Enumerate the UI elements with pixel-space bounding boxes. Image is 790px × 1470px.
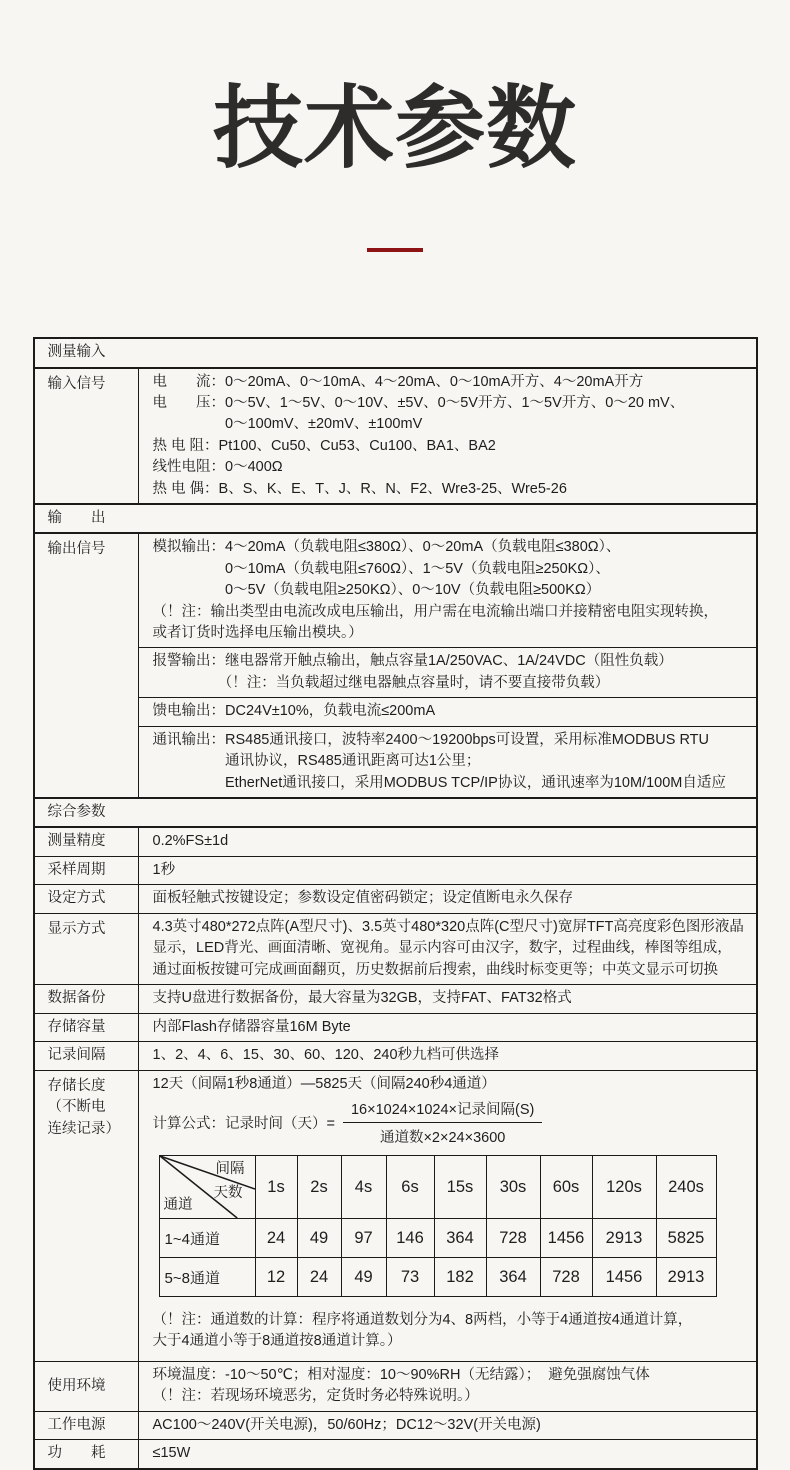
label-line: （不断电 bbox=[47, 1099, 106, 1116]
grid-cell: 728 bbox=[486, 1219, 540, 1258]
page-title: 技术参数 bbox=[213, 79, 577, 179]
grid-cell: 728 bbox=[540, 1258, 592, 1297]
grid-cell: 1456 bbox=[592, 1258, 656, 1297]
corner-label-days: 天数 bbox=[213, 1185, 243, 1202]
spec-row-storage-length bbox=[35, 1070, 756, 1361]
spec-row-power bbox=[35, 1411, 756, 1440]
spec-line: 通讯输出：RS485通讯接口，波特率2400～19200bps可设置，采用标准MODBUS RTU bbox=[152, 731, 709, 748]
spec-table bbox=[33, 337, 758, 1470]
spec-line: AC100～240V(开关电源)，50/60Hz；DC12～32V(开关电源) bbox=[152, 1416, 541, 1433]
fraction-numerator: 16×1024×1024×记录间隔(S) bbox=[343, 1098, 542, 1123]
row-label-backup: 数据备份 bbox=[35, 985, 139, 1013]
alarm-output-block bbox=[139, 648, 756, 698]
spec-line: 热 电 偶：B、S、K、E、T、J、R、N、F2、Wre3-25、Wre5-26 bbox=[152, 480, 567, 497]
storage-length-content bbox=[139, 1071, 756, 1361]
grid-cell: 2913 bbox=[592, 1219, 656, 1258]
analog-output-block bbox=[139, 534, 756, 648]
spec-row-interval bbox=[35, 1041, 756, 1070]
spec-line: 线性电阻：0～400Ω bbox=[152, 459, 283, 476]
grid-col-header: 240s bbox=[656, 1156, 716, 1219]
grid-row-label: 5~8通道 bbox=[159, 1258, 255, 1297]
spec-line: 0.2%FS±1d bbox=[152, 833, 229, 850]
consumption-value bbox=[139, 1440, 756, 1467]
feed-output-block bbox=[139, 698, 756, 726]
fraction-denominator: 通道数×2×24×3600 bbox=[379, 1130, 506, 1147]
spec-row-output-signal bbox=[35, 534, 756, 796]
grid-cell: 73 bbox=[386, 1258, 434, 1297]
spec-row-general-header bbox=[35, 797, 756, 829]
spec-line: 大于4通道小等于8通道按8通道计算。） bbox=[152, 1333, 402, 1350]
spec-line: 电 压：0～5V、1～5V、0～10V、±5V、0～5V开方、1～5V开方、0～20 mV、 bbox=[152, 394, 685, 411]
row-label-sampling: 采样周期 bbox=[35, 857, 139, 885]
spec-line: 支持U盘进行数据备份，最大容量为32GB，支持FAT、FAT32格式 bbox=[152, 990, 572, 1007]
row-label-display: 显示方式 bbox=[35, 914, 139, 984]
power-value bbox=[139, 1412, 756, 1439]
spec-line: 0～10mA（负载电阻≤760Ω）、1～5V（负载电阻≥250KΩ）、 bbox=[152, 560, 610, 577]
spec-line: 通过面板按键可完成画面翻页，历史数据前后搜索，曲线时标变更等；中英文显示可切换 bbox=[152, 961, 718, 978]
row-label-output-signal: 输出信号 bbox=[35, 534, 139, 796]
grid-col-header: 4s bbox=[341, 1156, 386, 1219]
input-signal-content bbox=[139, 369, 756, 503]
storage-note bbox=[153, 1310, 748, 1353]
spec-line: （！注：若现场环境恶劣，定货时务必特殊说明。） bbox=[152, 1388, 479, 1405]
grid-col-header: 6s bbox=[386, 1156, 434, 1219]
corner-label-channel: 通道 bbox=[163, 1196, 193, 1213]
grid-row-label: 1~4通道 bbox=[159, 1219, 255, 1258]
spec-line: 通讯协议，RS485通讯距离可达1公里； bbox=[152, 753, 481, 770]
grid-cell: 49 bbox=[297, 1219, 341, 1258]
environment-content bbox=[139, 1362, 756, 1411]
spec-line: 0～5V（负载电阻≥250KΩ）、0～10V（负载电阻≥500KΩ） bbox=[152, 582, 601, 599]
formula-prefix: 计算公式：记录时间（天）= bbox=[152, 1116, 335, 1133]
corner-label-interval: 间隔 bbox=[215, 1161, 245, 1178]
grid-corner-cell bbox=[159, 1156, 255, 1219]
label-line: 连续记录） bbox=[47, 1120, 120, 1137]
spec-row-output-header bbox=[35, 503, 756, 535]
grid-cell: 182 bbox=[434, 1258, 486, 1297]
comm-output-block bbox=[139, 727, 756, 797]
spec-line: （！注：当负载超过继电器触点容量时，请不要直接带负载） bbox=[152, 674, 610, 691]
spec-line: 或者订货时选择电压输出模块。） bbox=[152, 625, 363, 642]
grid-data-row bbox=[159, 1219, 716, 1258]
formula-fraction bbox=[343, 1098, 542, 1147]
grid-cell: 97 bbox=[341, 1219, 386, 1258]
row-label-input-signal: 输入信号 bbox=[35, 369, 139, 503]
setting-value bbox=[139, 885, 756, 912]
spec-line: （！注：输出类型由电流改成电压输出，用户需在电流输出端口并接精密电阻实现转换， bbox=[152, 603, 718, 620]
grid-col-header: 30s bbox=[486, 1156, 540, 1219]
display-content bbox=[139, 914, 756, 984]
spec-row-capacity bbox=[35, 1013, 756, 1042]
row-label-environment: 使用环境 bbox=[35, 1362, 139, 1411]
backup-value bbox=[139, 985, 756, 1012]
row-label-power: 工作电源 bbox=[35, 1412, 139, 1440]
grid-cell: 364 bbox=[434, 1219, 486, 1258]
storage-grid-table bbox=[159, 1155, 717, 1297]
spec-line: 面板轻触式按键设定；参数设定值密码锁定；设定值断电永久保存 bbox=[152, 890, 573, 907]
spec-line: 内部Flash存储器容量16M Byte bbox=[152, 1018, 351, 1035]
storage-range-line: 12天（间隔1秒8通道）—5825天（间隔240秒4通道） bbox=[152, 1075, 496, 1092]
accuracy-value bbox=[139, 828, 756, 855]
grid-col-header: 15s bbox=[434, 1156, 486, 1219]
grid-col-header: 120s bbox=[592, 1156, 656, 1219]
spec-line: 1秒 bbox=[152, 861, 176, 878]
grid-cell: 24 bbox=[297, 1258, 341, 1297]
spec-row-sampling bbox=[35, 856, 756, 885]
grid-col-header: 2s bbox=[297, 1156, 341, 1219]
grid-data-row bbox=[159, 1258, 716, 1297]
grid-cell: 12 bbox=[255, 1258, 297, 1297]
spec-row-backup bbox=[35, 984, 756, 1013]
section-header-output: 输 出 bbox=[47, 509, 106, 526]
spec-row-measure-input-header bbox=[35, 339, 756, 369]
label-line: 存储长度 bbox=[47, 1077, 106, 1094]
grid-cell: 146 bbox=[386, 1219, 434, 1258]
spec-line: 馈电输出：DC24V±10%，负载电流≤200mA bbox=[152, 703, 436, 720]
spec-line: 环境温度：-10～50℃；相对湿度：10～90%RH（无结露）； 避免强腐蚀气体 bbox=[152, 1366, 650, 1383]
spec-line: 1、2、4、6、15、30、60、120、240秒九档可供选择 bbox=[152, 1047, 500, 1064]
row-label-consumption: 功 耗 bbox=[35, 1440, 139, 1468]
spec-line: ≤15W bbox=[152, 1445, 191, 1462]
row-label-capacity: 存储容量 bbox=[35, 1014, 139, 1042]
section-header-general: 综合参数 bbox=[47, 803, 106, 820]
spec-line: （！注：通道数的计算：程序将通道数划分为4、8两档，小等于4通道按4通道计算， bbox=[152, 1312, 693, 1329]
spec-line: 电 流：0～20mA、0～10mA、4～20mA、0～10mA开方、4～20mA开方 bbox=[152, 373, 644, 390]
capacity-value bbox=[139, 1014, 756, 1041]
section-header-measure-input: 测量输入 bbox=[47, 344, 106, 360]
grid-cell: 2913 bbox=[656, 1258, 716, 1297]
spec-line: 显示，LED背光、画面清晰、宽视角。显示内容可由汉字，数字，过程曲线，棒图等组成， bbox=[152, 940, 732, 957]
output-signal-content bbox=[139, 534, 756, 796]
grid-cell: 24 bbox=[255, 1219, 297, 1258]
spec-line: 模拟输出：4～20mA（负载电阻≤380Ω）、0～20mA（负载电阻≤380Ω）、 bbox=[152, 539, 621, 556]
spec-line: 4.3英寸480*272点阵(A型尺寸)、3.5英寸480*320点阵(C型尺寸)宽屏TFT高亮度彩色图形液晶 bbox=[152, 918, 744, 935]
grid-header-row bbox=[159, 1156, 716, 1219]
spec-row-accuracy bbox=[35, 828, 756, 856]
sampling-value bbox=[139, 857, 756, 884]
spec-row-environment bbox=[35, 1361, 756, 1411]
row-label-interval: 记录间隔 bbox=[35, 1042, 139, 1070]
spec-row-setting bbox=[35, 884, 756, 913]
spec-row-display bbox=[35, 913, 756, 984]
storage-formula bbox=[153, 1098, 748, 1147]
grid-cell: 5825 bbox=[656, 1219, 716, 1258]
spec-line: 报警输出：继电器常开触点输出，触点容量1A/250VAC、1A/24VDC（阻性负载） bbox=[152, 653, 673, 670]
grid-col-header: 1s bbox=[255, 1156, 297, 1219]
spec-row-consumption bbox=[35, 1439, 756, 1468]
spec-line: EtherNet通讯接口，采用MODBUS TCP/IP协议，通讯速率为10M/100M自适应 bbox=[152, 774, 726, 791]
row-label-accuracy: 测量精度 bbox=[35, 828, 139, 856]
spec-line: 热 电 阻：Pt100、Cu50、Cu53、Cu100、BA1、BA2 bbox=[152, 437, 496, 454]
grid-cell: 49 bbox=[341, 1258, 386, 1297]
spec-line: 0～100mV、±20mV、±100mV bbox=[152, 416, 423, 433]
spec-row-input-signal bbox=[35, 369, 756, 503]
interval-value bbox=[139, 1042, 756, 1069]
row-label-setting: 设定方式 bbox=[35, 885, 139, 913]
grid-cell: 364 bbox=[486, 1258, 540, 1297]
title-underline bbox=[367, 248, 423, 252]
grid-col-header: 60s bbox=[540, 1156, 592, 1219]
row-label-storage-length bbox=[35, 1071, 139, 1361]
grid-cell: 1456 bbox=[540, 1219, 592, 1258]
